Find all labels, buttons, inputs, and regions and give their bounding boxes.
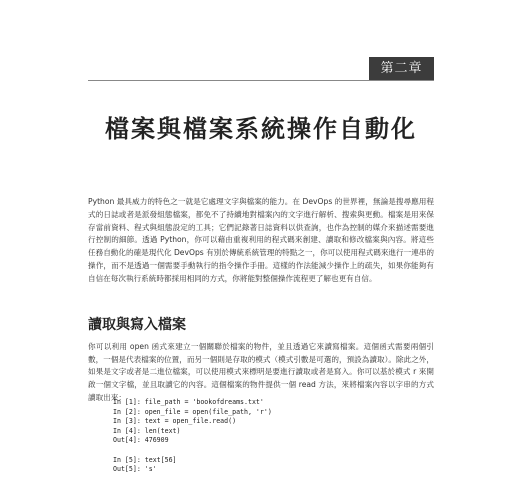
section-heading: 讀取與寫入檔案 (88, 317, 186, 333)
code-line: In [4]: len(text) (113, 426, 181, 435)
code-line: In [2]: open_file = open(file_path, 'r') (113, 407, 272, 416)
code-line: In [3]: text = open_file.read() (113, 417, 237, 426)
chapter-label: 第二章 (369, 57, 434, 81)
code-line (113, 446, 272, 456)
code-line: In [5]: text[56] (113, 455, 177, 464)
section-paragraph: 你可以利用 open 函式來建立一個關聯於檔案的物件，並且透過它來讀寫檔案。這個函式需要兩個引數，一個是代表檔案的位置，而另一個則是存取的模式（模式引數是可選的，預設為讀取）。除此之外，如果是文字或者是二進位檔案，可以使用模式來標明是要進行讀取或者是寫入。你可以基於模式 r 來開啟一個文字檔，並且取讀它的內容。這個檔案的物件提供一個 read 方法，來將檔案內容以字串的方式讀取出來： (88, 342, 434, 402)
intro-paragraph: Python 最具威力的特色之一就是它處理文字與檔案的能力。在 DevOps 的世界裡，無論是搜尋應用程式的日誌或者是派發組態檔案，都免不了持續地對檔案內的文字進行解析、搜索與更動。檔案是用來保存當前資料、程式與組態設定的工具；它們記錄著日誌資料以供查詢，也作為控制的媒介來描述需要進行控制的細節。透過 Python，你可以藉由重複利用的程式碼來創建、讀取和修改檔案與內容。將這些任務自動化的確是現代化 DevOps 有別於傳統系統管理的特點之一，你可以使用程式碼來進行一連串的操作，而不是透過一個需要手動執行的指令操作手冊。這樣的作法能減少操作上的疏失，如果你能夠有自信在每次執行系統時都採用相同的方式，你將能對整個操作流程更了解也更有自信。 (88, 197, 434, 283)
chapter-title: 檔案與檔案系統操作自動化 (105, 115, 417, 144)
code-line: Out[4]: 476909 (113, 436, 169, 445)
code-block (113, 398, 272, 475)
code-line: Out[5]: 's' (113, 465, 157, 474)
code-line: In [1]: file_path = 'bookofdreams.txt' (113, 398, 264, 406)
chapter-divider (88, 80, 434, 81)
